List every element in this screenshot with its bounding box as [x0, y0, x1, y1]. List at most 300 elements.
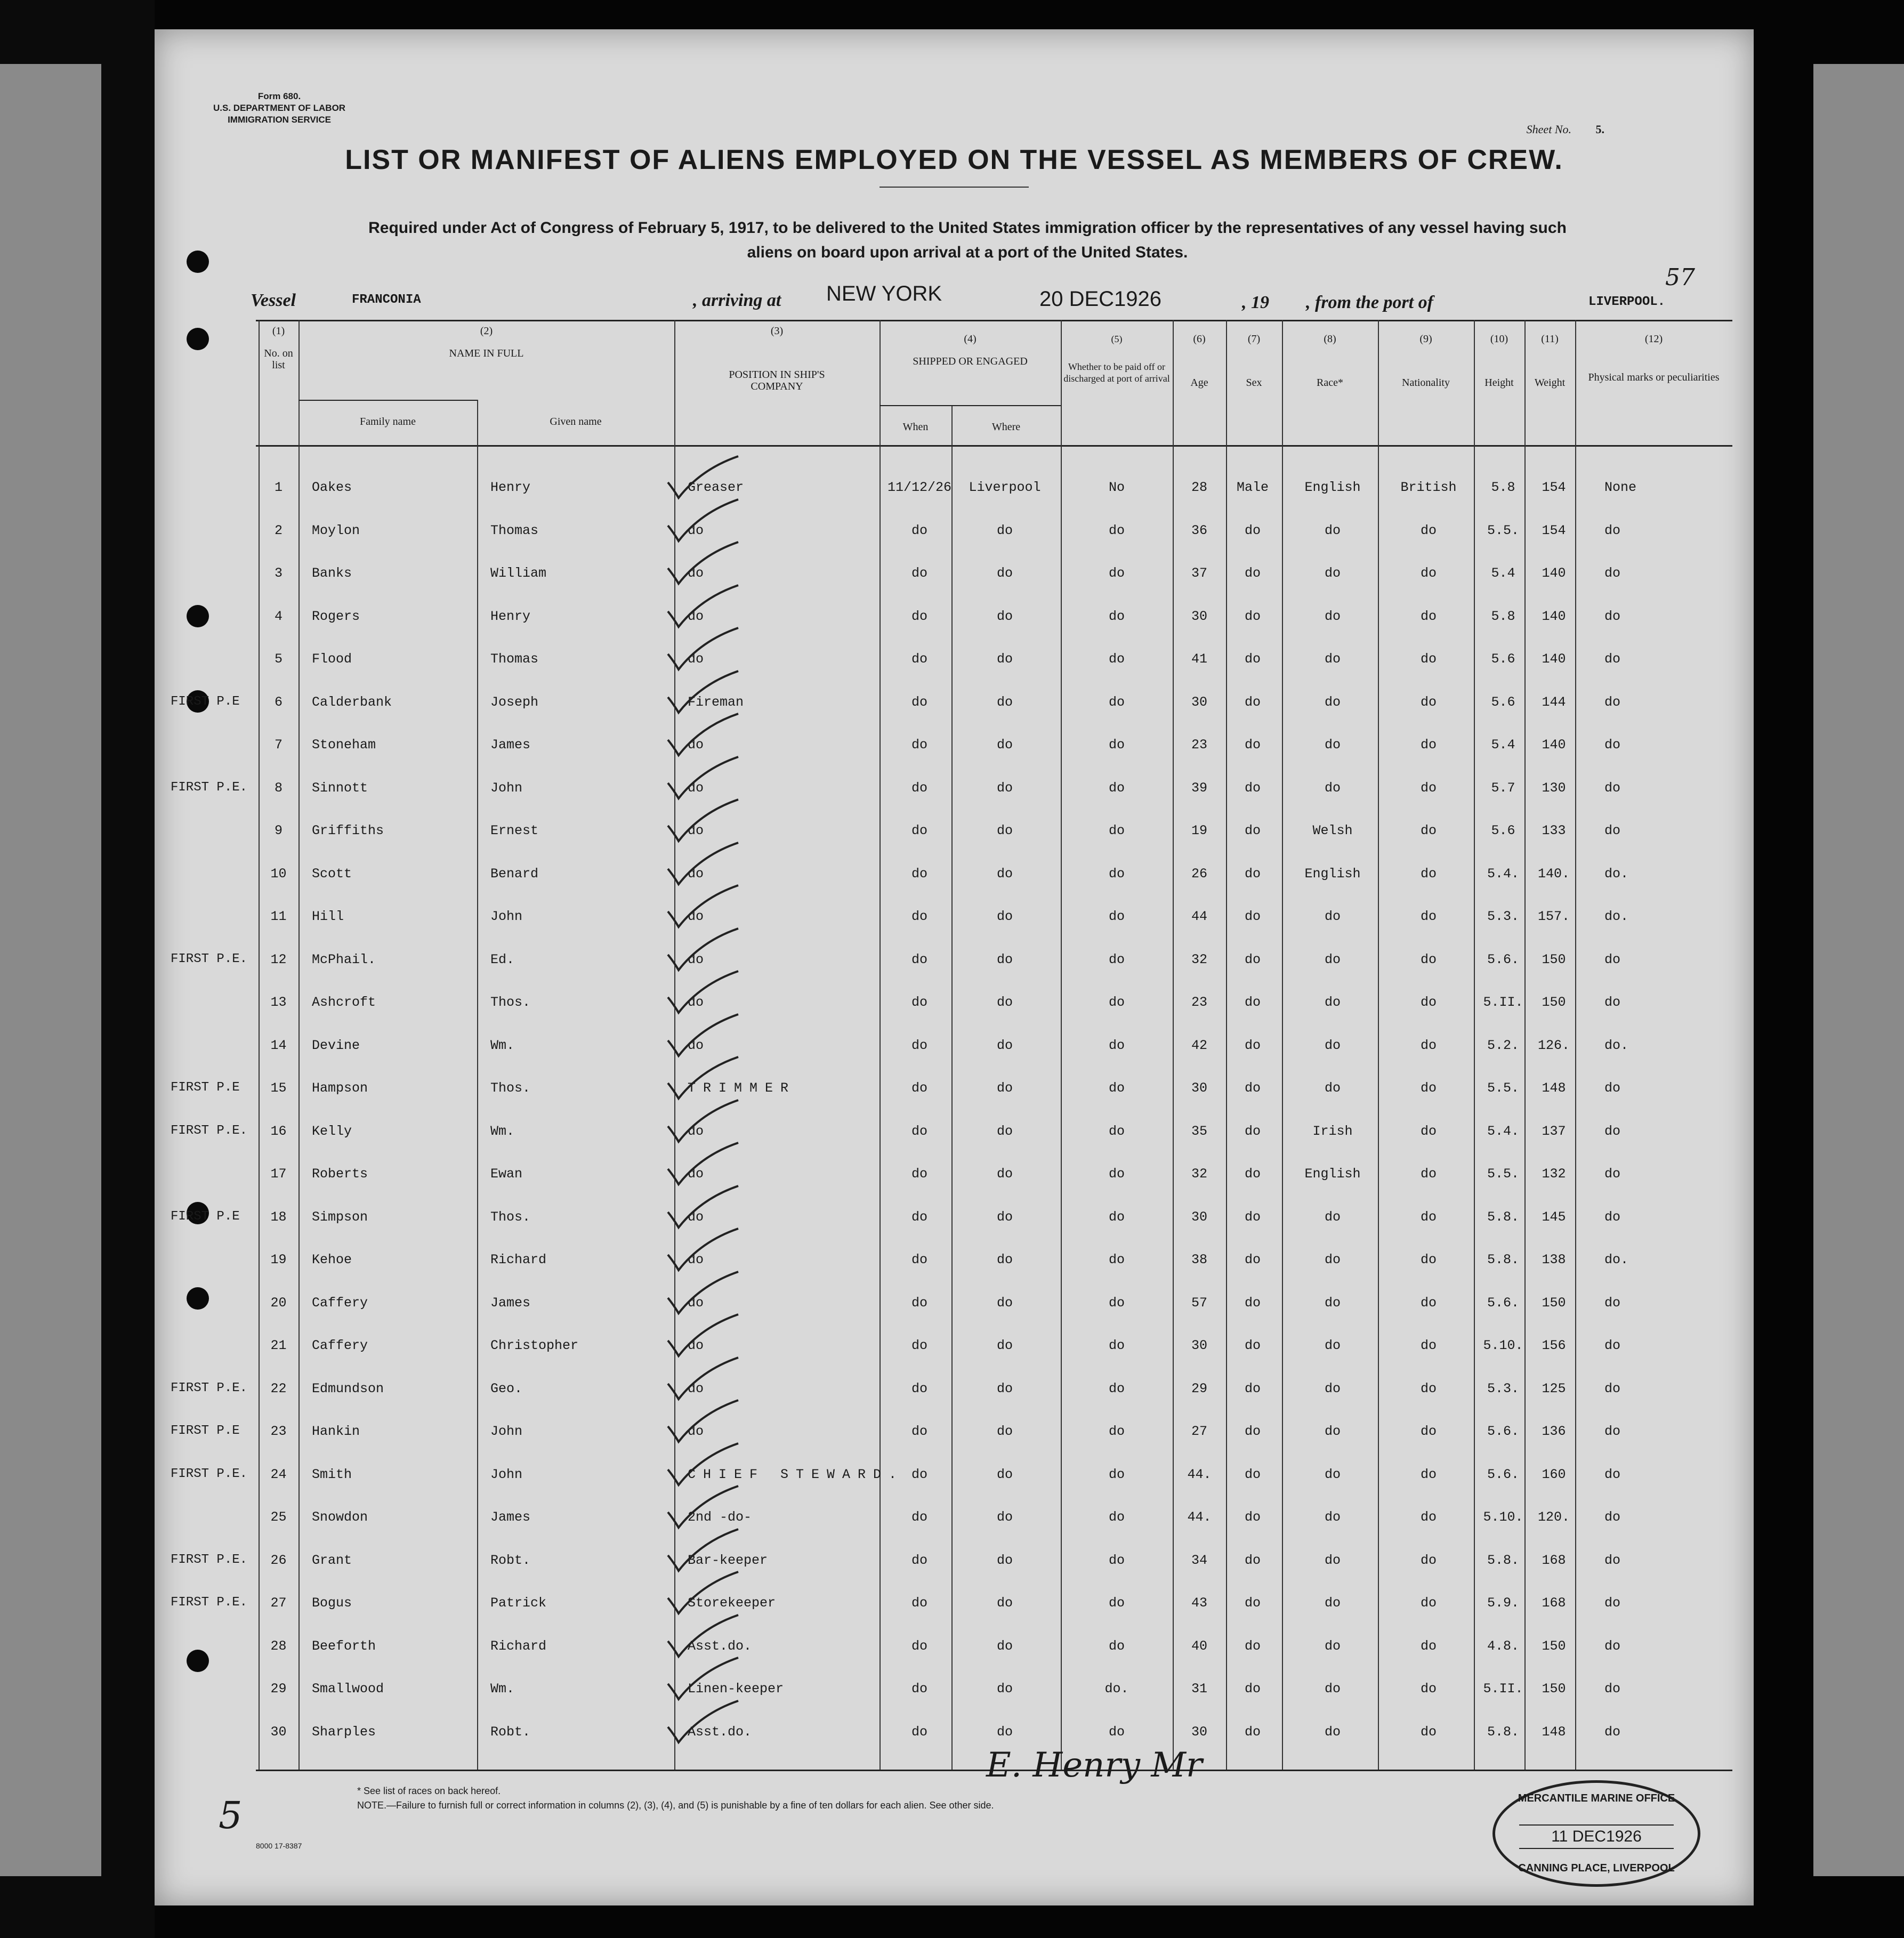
cell-age: 39	[1191, 780, 1207, 796]
cell-note: FIRST P.E	[171, 1209, 240, 1224]
cell-when: do	[911, 1681, 927, 1697]
check-mark-icon	[664, 1612, 744, 1660]
cell-paid: do	[1108, 1338, 1125, 1353]
check-mark-icon	[664, 839, 744, 887]
cell-age: 27	[1191, 1424, 1207, 1439]
cell-no: 21	[270, 1338, 287, 1353]
cell-race: do	[1324, 1338, 1341, 1353]
cell-position: do	[688, 1209, 704, 1225]
cell-position: do	[688, 780, 704, 796]
cell-where: do	[996, 823, 1013, 838]
cell-height: 5.6.	[1487, 1295, 1519, 1311]
arriving-label: , arriving at	[693, 290, 781, 310]
col-6-header: (6) Age	[1190, 333, 1208, 389]
cell-nat: do	[1420, 1080, 1437, 1096]
cell-where: do	[996, 1595, 1013, 1611]
cell-race: do	[1324, 1037, 1341, 1053]
cell-where: do	[996, 1295, 1013, 1311]
cell-position: Greaser	[688, 480, 744, 495]
check-mark-icon	[664, 710, 744, 758]
cell-weight: 150	[1542, 995, 1566, 1010]
cell-family: Edmundson	[312, 1380, 384, 1396]
cell-note: FIRST P.E	[171, 694, 240, 709]
cell-no: 2	[274, 522, 283, 538]
cell-weight: 148	[1542, 1724, 1566, 1740]
cell-where: do	[996, 1681, 1013, 1697]
cell-paid: do	[1108, 1080, 1125, 1096]
check-mark-icon	[664, 1654, 744, 1702]
cell-weight: 138	[1542, 1252, 1566, 1267]
cell-weight: 150	[1542, 1295, 1566, 1311]
adjacent-page-left	[0, 64, 101, 1876]
cell-paid: do	[1108, 522, 1125, 538]
col-3-header: (3) POSITION IN SHIP'S COMPANY	[729, 325, 825, 392]
cell-position: do	[688, 823, 704, 838]
cell-paid: do	[1108, 1037, 1125, 1053]
cell-when: do	[911, 1123, 927, 1139]
cell-age: 44	[1191, 909, 1207, 924]
cell-no: 7	[274, 737, 283, 753]
cell-race: do	[1324, 909, 1341, 924]
cell-weight: 130	[1542, 780, 1566, 796]
cell-given: Thos.	[490, 1080, 531, 1096]
cell-sex: do	[1244, 1037, 1261, 1053]
cell-paid: do	[1108, 823, 1125, 838]
cell-given: Joseph	[490, 694, 539, 710]
cell-family: Kelly	[312, 1123, 352, 1139]
cell-weight: 150	[1542, 1681, 1566, 1697]
check-mark-icon	[664, 1526, 744, 1574]
cell-race: English	[1304, 480, 1361, 495]
check-mark-icon	[664, 1225, 744, 1273]
cell-when: do	[911, 1380, 927, 1396]
cell-marks: do.	[1604, 909, 1629, 924]
cell-nat: do	[1420, 1724, 1437, 1740]
arrival-date: 20 DEC1926	[1039, 287, 1162, 311]
cell-given: John	[490, 909, 523, 924]
cell-weight: 140	[1542, 737, 1566, 753]
cell-paid: do	[1108, 737, 1125, 753]
cell-marks: do	[1604, 1638, 1621, 1654]
cell-sex: do	[1244, 1209, 1261, 1225]
cell-sex: do	[1244, 951, 1261, 967]
cell-given: Thos.	[490, 1209, 531, 1225]
cell-height: 4.8.	[1487, 1638, 1519, 1654]
cell-family: Hampson	[312, 1080, 368, 1096]
check-mark-icon	[664, 1483, 744, 1531]
cell-weight: 140	[1542, 651, 1566, 667]
cell-position: Bar-keeper	[688, 1552, 768, 1568]
cell-paid: do	[1108, 909, 1125, 924]
check-mark-icon	[664, 1569, 744, 1617]
cell-position: do	[688, 909, 704, 924]
column-rule	[298, 320, 300, 1770]
cell-race: do	[1324, 1638, 1341, 1654]
cell-note: FIRST P.E.	[171, 1123, 248, 1138]
cell-race: do	[1324, 608, 1341, 624]
cell-when: do	[911, 1724, 927, 1740]
punch-hole	[187, 251, 209, 273]
cell-note: FIRST P.E.	[171, 780, 248, 795]
cell-position: Storekeeper	[688, 1595, 776, 1611]
cell-given: Robt.	[490, 1552, 531, 1568]
cell-paid: do	[1108, 1509, 1125, 1525]
cell-sex: do	[1244, 608, 1261, 624]
cell-race: do	[1324, 1424, 1341, 1439]
cell-height: 5.8.	[1487, 1552, 1519, 1568]
cell-note: FIRST P.E.	[171, 1466, 248, 1481]
cell-age: 30	[1191, 1080, 1207, 1096]
sheet-label: Sheet No.	[1526, 123, 1571, 136]
cell-height: 5.8.	[1487, 1252, 1519, 1267]
cell-height: 5.5.	[1487, 522, 1519, 538]
cell-paid: do	[1108, 1380, 1125, 1396]
cell-age: 30	[1191, 608, 1207, 624]
cell-race: do	[1324, 1595, 1341, 1611]
check-mark-icon	[664, 925, 744, 973]
cell-when: do	[911, 1037, 927, 1053]
shipped-subheader-rule	[880, 405, 1061, 406]
cell-given: Christopher	[490, 1338, 579, 1353]
cell-where: do	[996, 1123, 1013, 1139]
cell-age: 43	[1191, 1595, 1207, 1611]
cell-given: John	[490, 780, 523, 796]
cell-where: do	[996, 1252, 1013, 1267]
cell-note: FIRST P.E.	[171, 951, 248, 966]
footnote-penalty: NOTE.—Failure to furnish full or correct information in columns (2), (3), (4), and (5) is punishable by a fine of ten dollars for each alien. See other side.	[357, 1800, 994, 1811]
cell-marks: do	[1604, 1080, 1621, 1096]
cell-height: 5.II.	[1483, 1681, 1523, 1697]
cell-paid: do	[1108, 1724, 1125, 1740]
cell-no: 10	[270, 866, 287, 882]
cell-family: Rogers	[312, 608, 360, 624]
cell-sex: do	[1244, 694, 1261, 710]
department: U.S. DEPARTMENT OF LABOR	[213, 103, 346, 113]
column-rule	[477, 400, 478, 1770]
cell-age: 30	[1191, 1724, 1207, 1740]
cell-weight: 168	[1542, 1552, 1566, 1568]
cell-where: do	[996, 1080, 1013, 1096]
check-mark-icon	[664, 539, 744, 587]
cell-no: 22	[270, 1380, 287, 1396]
cell-family: Smith	[312, 1466, 352, 1482]
cell-when: do	[911, 1252, 927, 1267]
cell-paid: do	[1108, 608, 1125, 624]
year-label: , 19	[1242, 293, 1269, 312]
cell-nat: do	[1420, 1380, 1437, 1396]
cell-given: James	[490, 737, 531, 753]
adjacent-page-right	[1813, 64, 1904, 1876]
cell-no: 4	[274, 608, 283, 624]
cell-given: Ernest	[490, 823, 539, 838]
cell-race: do	[1324, 522, 1341, 538]
check-mark-icon	[664, 1011, 744, 1059]
cell-given: Wm.	[490, 1681, 515, 1697]
name-subheader-rule	[298, 400, 477, 401]
cell-family: Caffery	[312, 1338, 368, 1353]
cell-race: do	[1324, 1681, 1341, 1697]
cell-age: 37	[1191, 566, 1207, 581]
cell-sex: do	[1244, 866, 1261, 882]
cell-marks: do	[1604, 566, 1621, 581]
cell-position: do	[688, 608, 704, 624]
vessel-line	[251, 282, 1722, 317]
cell-family: Calderbank	[312, 694, 392, 710]
cell-given: Wm.	[490, 1037, 515, 1053]
cell-marks: do	[1604, 1380, 1621, 1396]
cell-given: John	[490, 1424, 523, 1439]
cell-race: English	[1304, 1166, 1361, 1182]
cell-sex: do	[1244, 995, 1261, 1010]
cell-where: do	[996, 1209, 1013, 1225]
cell-age: 32	[1191, 951, 1207, 967]
departure-port: LIVERPOOL.	[1588, 295, 1666, 309]
col-11-header: (11) Weight	[1534, 333, 1566, 389]
cell-paid: No	[1108, 480, 1125, 495]
check-mark-icon	[664, 1097, 744, 1145]
cell-where: do	[996, 1338, 1013, 1353]
cell-family: Simpson	[312, 1209, 368, 1225]
cell-where: do	[996, 909, 1013, 924]
cell-sex: do	[1244, 651, 1261, 667]
cell-marks: do	[1604, 1166, 1621, 1182]
subtitle-line-2: aliens on board upon arrival at a port of the United States.	[747, 244, 1188, 261]
cell-given: Wm.	[490, 1123, 515, 1139]
cell-marks: do	[1604, 1595, 1621, 1611]
cell-when: do	[911, 1638, 927, 1654]
cell-nat: do	[1420, 737, 1437, 753]
check-mark-icon	[664, 582, 744, 630]
cell-where: do	[996, 1424, 1013, 1439]
cell-marks: do	[1604, 1295, 1621, 1311]
cell-weight: 156	[1542, 1338, 1566, 1353]
cell-nat: do	[1420, 1123, 1437, 1139]
cell-when: do	[911, 1166, 927, 1182]
cell-marks: do	[1604, 1338, 1621, 1353]
cell-age: 34	[1191, 1552, 1207, 1568]
cell-family: Beeforth	[312, 1638, 376, 1654]
cell-nat: do	[1420, 1466, 1437, 1482]
page-title: LIST OR MANIFEST OF ALIENS EMPLOYED ON THE VESSEL AS MEMBERS OF CREW.	[345, 144, 1563, 175]
cell-marks: do.	[1604, 1252, 1629, 1267]
vessel-label: Vessel	[251, 290, 296, 310]
cell-weight: 150	[1542, 951, 1566, 967]
cell-family: Grant	[312, 1552, 352, 1568]
cell-family: Devine	[312, 1037, 360, 1053]
cell-sex: do	[1244, 1466, 1261, 1482]
cell-race: do	[1324, 951, 1341, 967]
cell-no: 13	[270, 995, 287, 1010]
cell-marks: do	[1604, 1552, 1621, 1568]
check-mark-icon	[664, 1311, 744, 1359]
cell-no: 6	[274, 694, 283, 710]
cell-position: do	[688, 566, 704, 581]
cell-when: do	[911, 1295, 927, 1311]
check-mark-icon	[664, 1269, 744, 1317]
cell-paid: do	[1108, 1252, 1125, 1267]
cell-weight: 137	[1542, 1123, 1566, 1139]
cell-position: do	[688, 1338, 704, 1353]
column-rule	[1474, 320, 1475, 1770]
cell-where: do	[996, 1509, 1013, 1525]
cell-note: FIRST P.E.	[171, 1552, 248, 1567]
cell-height: 5.3.	[1487, 909, 1519, 924]
cell-weight: 125	[1542, 1380, 1566, 1396]
cell-given: Ed.	[490, 951, 515, 967]
cell-sex: do	[1244, 1252, 1261, 1267]
cell-marks: do	[1604, 1509, 1621, 1525]
cell-height: 5.6	[1491, 823, 1515, 838]
cell-weight: 150	[1542, 1638, 1566, 1654]
cell-height: 5.II.	[1483, 995, 1523, 1010]
cell-when: do	[911, 780, 927, 796]
cell-when: do	[911, 866, 927, 882]
cell-nat: do	[1420, 995, 1437, 1010]
check-mark-icon	[664, 882, 744, 930]
cell-race: Welsh	[1312, 823, 1353, 838]
cell-sex: do	[1244, 909, 1261, 924]
cell-paid: do	[1108, 694, 1125, 710]
cell-race: do	[1324, 780, 1341, 796]
cell-marks: do	[1604, 1123, 1621, 1139]
cell-nat: do	[1420, 866, 1437, 882]
cell-when: do	[911, 1509, 927, 1525]
cell-weight: 157.	[1537, 909, 1570, 924]
cell-sex: do	[1244, 1080, 1261, 1096]
cell-paid: do	[1108, 1295, 1125, 1311]
cell-when: do	[911, 909, 927, 924]
cell-age: 29	[1191, 1380, 1207, 1396]
cell-weight: 148	[1542, 1080, 1566, 1096]
service: IMMIGRATION SERVICE	[228, 115, 332, 125]
cell-sex: do	[1244, 1595, 1261, 1611]
cell-position: Asst.do.	[688, 1724, 752, 1740]
cell-note: FIRST P.E	[171, 1424, 240, 1438]
cell-race: do	[1324, 1295, 1341, 1311]
cell-weight: 120.	[1537, 1509, 1570, 1525]
cell-where: do	[996, 1552, 1013, 1568]
cell-weight: 154	[1542, 480, 1566, 495]
cell-weight: 133	[1542, 823, 1566, 838]
column-rule	[1061, 320, 1062, 1770]
cell-where: do	[996, 522, 1013, 538]
cell-weight: 132	[1542, 1166, 1566, 1182]
cell-paid: do	[1108, 566, 1125, 581]
cell-where: do	[996, 566, 1013, 581]
cell-race: do	[1324, 995, 1341, 1010]
cell-paid: do	[1108, 951, 1125, 967]
cell-given: Robt.	[490, 1724, 531, 1740]
cell-race: do	[1324, 566, 1341, 581]
cell-family: Kehoe	[312, 1252, 352, 1267]
cell-nat: do	[1420, 1252, 1437, 1267]
cell-when: do	[911, 737, 927, 753]
cell-age: 40	[1191, 1638, 1207, 1654]
cell-position: do	[688, 1166, 704, 1182]
cell-no: 17	[270, 1166, 287, 1182]
arrival-port: NEW YORK	[826, 282, 942, 305]
cell-sex: do	[1244, 1681, 1261, 1697]
cell-when: do	[911, 566, 927, 581]
cell-given: Geo.	[490, 1380, 523, 1396]
cell-marks: do	[1604, 522, 1621, 538]
cell-sex: do	[1244, 1552, 1261, 1568]
cell-nat: do	[1420, 1509, 1437, 1525]
cell-marks: do	[1604, 1466, 1621, 1482]
cell-sex: do	[1244, 823, 1261, 838]
cell-position: do	[688, 866, 704, 882]
cell-height: 5.8.	[1487, 1209, 1519, 1225]
cell-when: do	[911, 522, 927, 538]
cell-paid: do	[1108, 1166, 1125, 1182]
cell-no: 29	[270, 1681, 287, 1697]
col-2a-header: Family name	[360, 416, 416, 427]
cell-age: 36	[1191, 522, 1207, 538]
col-4a-header: When	[902, 421, 929, 433]
cell-where: do	[996, 1724, 1013, 1740]
cell-where: do	[996, 694, 1013, 710]
cell-marks: do	[1604, 694, 1621, 710]
cell-sex: do	[1244, 1380, 1261, 1396]
cell-family: Stoneham	[312, 737, 376, 753]
cell-age: 26	[1191, 866, 1207, 882]
cell-paid: do	[1108, 1209, 1125, 1225]
cell-where: do	[996, 995, 1013, 1010]
cell-race: do	[1324, 694, 1341, 710]
cell-position: do	[688, 951, 704, 967]
cell-height: 5.6.	[1487, 1424, 1519, 1439]
cell-position: do	[688, 1380, 704, 1396]
cell-age: 23	[1191, 737, 1207, 753]
cell-when: do	[911, 1080, 927, 1096]
crew-table	[155, 320, 1754, 1770]
cell-where: do	[996, 780, 1013, 796]
cell-where: do	[996, 1037, 1013, 1053]
col-12-header: (12) Physical marks or peculiarities	[1588, 333, 1720, 383]
cell-nat: British	[1400, 480, 1457, 495]
cell-height: 5.6.	[1487, 951, 1519, 967]
cell-position: do	[688, 995, 704, 1010]
cell-note: FIRST P.E.	[171, 1595, 248, 1610]
check-mark-icon	[664, 1054, 744, 1102]
cell-nat: do	[1420, 951, 1437, 967]
cell-age: 30	[1191, 1209, 1207, 1225]
cell-sex: do	[1244, 737, 1261, 753]
cell-position: Linen-keeper	[688, 1681, 784, 1697]
cell-weight: 140	[1542, 608, 1566, 624]
cell-sex: do	[1244, 1424, 1261, 1439]
col-1-header: (1) No. on list	[264, 325, 293, 371]
cell-given: William	[490, 566, 547, 581]
check-mark-icon	[664, 625, 744, 673]
cell-sex: do	[1244, 1295, 1261, 1311]
cell-no: 18	[270, 1209, 287, 1225]
cell-position: do	[688, 1037, 704, 1053]
cell-given: John	[490, 1466, 523, 1482]
cell-nat: do	[1420, 608, 1437, 624]
cell-family: Oakes	[312, 480, 352, 495]
cell-no: 12	[270, 951, 287, 967]
cell-nat: do	[1420, 1638, 1437, 1654]
form-info	[213, 91, 345, 126]
manifest-sheet	[155, 29, 1754, 1905]
cell-nat: do	[1420, 1209, 1437, 1225]
title-rule	[880, 187, 1029, 188]
cell-height: 5.5.	[1487, 1166, 1519, 1182]
cell-no: 11	[270, 909, 287, 924]
cell-nat: do	[1420, 522, 1437, 538]
cell-race: do	[1324, 1380, 1341, 1396]
